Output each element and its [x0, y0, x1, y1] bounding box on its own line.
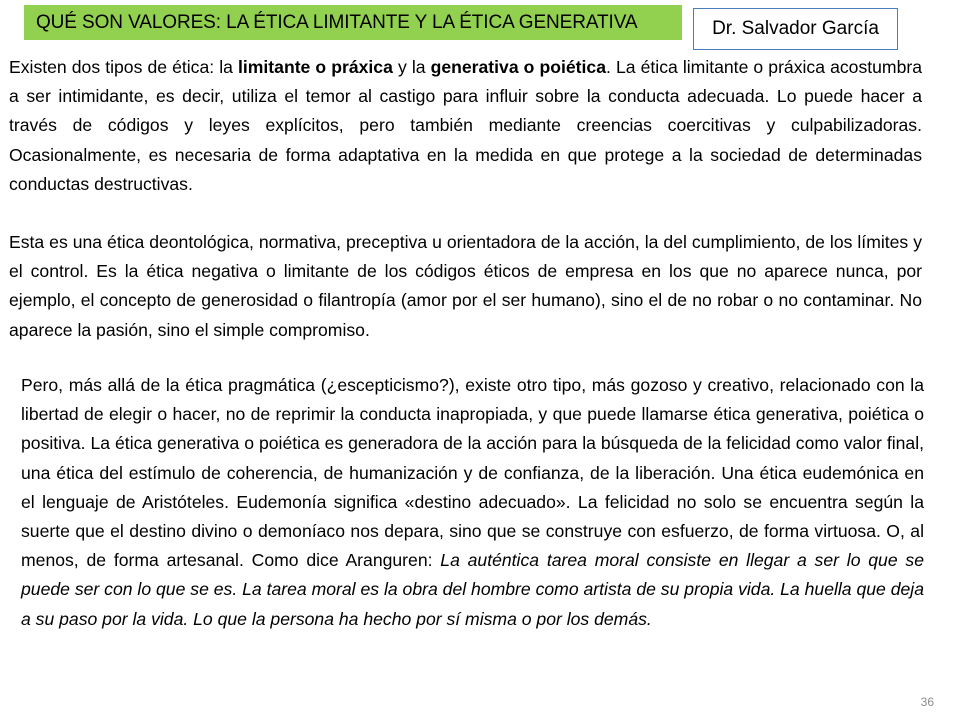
- paragraph-text: Pero, más allá de la ética pragmática (¿escepticismo?), existe otro tipo, más gozoso y creativo, relacionado con la libertad de elegir o hacer, no de reprimir la conducta inapropiada, y que puede llamarse ética generativa, poiética o positiva. La ética generativa o poiética es generadora de la acción para la búsqueda de la felicidad como valor final, una ética del estímulo de coherencia, de humanización y de confianza, de la liberación. Una ética eudemónica en el lenguaje de Aristóteles. Eudemonía significa «destino adecuado». La felicidad no solo se encuentra según la suerte que el destino divino o demoníaco nos depara, sino que se construye con esfuerzo, de forma virtuosa. O, al menos, de forma artesanal. Como dice Aranguren:: [21, 375, 924, 571]
- paragraph-text: Existen dos tipos de ética: la: [9, 57, 238, 77]
- slide-title: QUÉ SON VALORES: LA ÉTICA LIMITANTE Y LA ÉTICA GENERATIVA: [36, 11, 638, 33]
- author-box: [693, 8, 898, 50]
- paragraph-limitante: [9, 53, 922, 199]
- page-number: 36: [920, 695, 934, 709]
- author-name: Dr. Salvador García: [712, 18, 879, 39]
- paragraph-text: Esta es una ética deontológica, normativa, preceptiva u orientadora de la acción, la del cumplimiento, de los límites y el control. Es la ética negativa o limitante de los códigos éticos de empresa en los que no aparece nunca, por ejemplo, el concepto de generosidad o filantropía (amor por el ser humano), sino el de no robar o no contaminar. No aparece la pasión, sino el simple compromiso.: [9, 232, 922, 340]
- title-banner: [24, 5, 682, 40]
- aranguren-quote: La auténtica tarea moral consiste en llegar a ser lo que se puede ser con lo que se es. La tarea moral es la obra del hombre como artista de su propia vida. La huella que deja a su paso por la vida. Lo que la persona ha hecho por sí misma o por los demás.: [21, 550, 924, 629]
- paragraph-deontologica: [9, 228, 922, 345]
- paragraph-text: . La ética limitante o práxica acostumbra a ser intimidante, es decir, utiliza el temor al castigo para influir sobre la conducta adecuada. Lo puede hacer a través de códigos y leyes explícitos, pero también mediante creencias coercitivas y culpabilizadoras. Ocasionalmente, es necesaria de forma adaptativa en la medida en que protege a la sociedad de determinadas conductas destructivas.: [9, 57, 923, 194]
- bold-term-generativa: generativa o poiética: [430, 57, 606, 77]
- bold-term-limitante: limitante o práxica: [238, 57, 393, 77]
- paragraph-generativa: [21, 371, 924, 634]
- paragraph-text: y la: [392, 57, 431, 77]
